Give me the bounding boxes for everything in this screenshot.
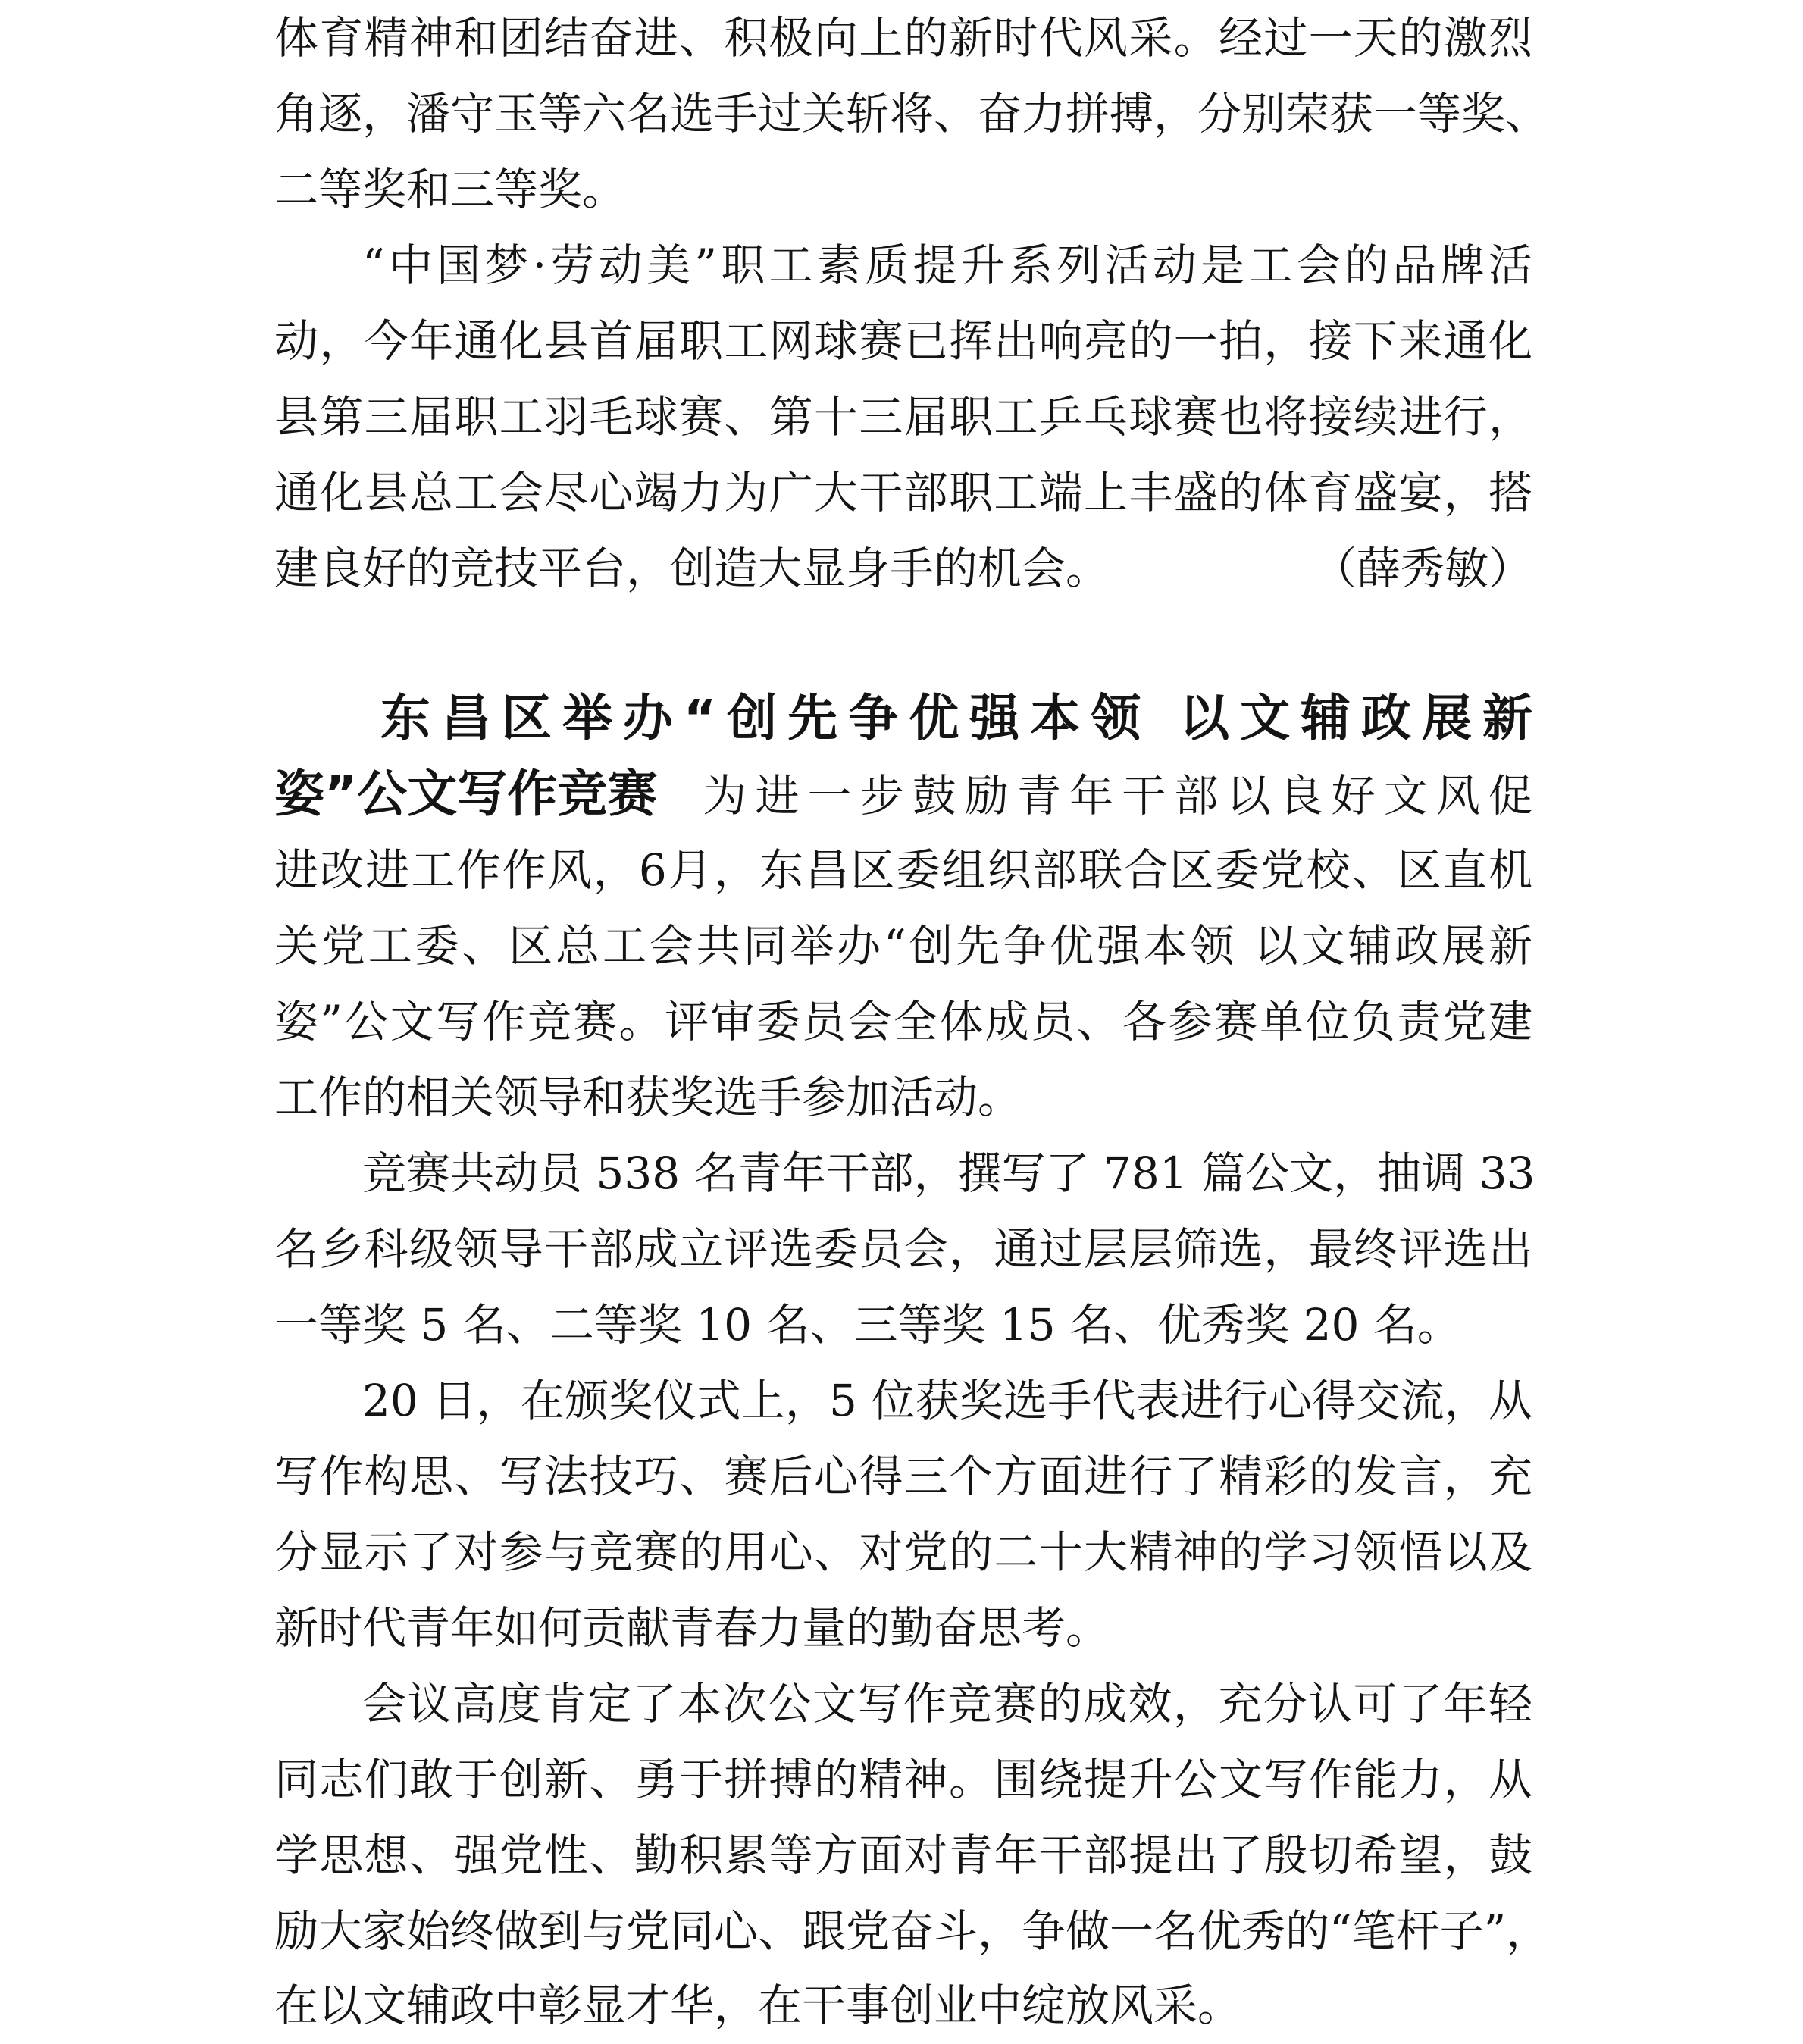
paragraph-line: “中国梦·劳动美”职工素质提升系列活动是工会的品牌活 [362, 239, 1532, 291]
paragraph-line: 动，今年通化县首届职工网球赛已挥出响亮的一拍，接下来通化 [274, 315, 1532, 367]
paragraph-line: 在以文辅政中彰显才华，在干事创业中绽放风采。 [274, 1980, 1242, 2031]
paragraph-line: 二等奖和三等奖。 [274, 164, 627, 215]
paragraph-line: 一等奖 5 名、二等奖 10 名、三等奖 15 名、优秀奖 20 名。 [274, 1299, 1461, 1351]
paragraph-line: 分显示了对参与竞赛的用心、对党的二十大精神的学习领悟以及 [274, 1526, 1532, 1578]
article-title-continued: 姿”公文写作竞赛 [274, 765, 658, 823]
paragraph-line: 会议高度肯定了本次公文写作竞赛的成效，充分认可了年轻 [362, 1678, 1532, 1729]
paragraph-line: 竞赛共动员 538 名青年干部，撰写了 781 篇公文，抽调 33 [362, 1147, 1535, 1199]
paragraph-end-text: 建良好的竞技平台，创造大显身手的机会。 [274, 543, 1110, 594]
paragraph-line: 新时代青年如何贡献青春力量的勤奋思考。 [274, 1602, 1110, 1654]
paragraph-line: 进改进工作作风，6月，东昌区委组织部联合区委党校、区直机 [274, 844, 1532, 896]
lead-paragraph-start: 为进一步鼓励青年干部以良好文风促 [703, 770, 1532, 822]
article-title: 东昌区举办“创先争优强本领 以文辅政展新 [380, 689, 1532, 747]
paragraph-line: 励大家始终做到与党同心、跟党奋斗，争做一名优秀的“笔杆子”， [274, 1905, 1551, 1957]
paragraph-line [274, 531, 1532, 606]
paragraph-line: 工作的相关领导和获奖选手参加活动。 [274, 1072, 1022, 1123]
paragraph-line: 县第三届职工羽毛球赛、第十三届职工乒乓球赛也将接续进行， [274, 391, 1532, 443]
paragraph-line: 名乡科级领导干部成立评选委员会，通过层层筛选，最终评选出 [274, 1223, 1532, 1275]
paragraph-line: 关党工委、区总工会共同举办“创先争优强本领 以文辅政展新 [274, 920, 1532, 972]
paragraph-line: 同志们敢于创新、勇于拼搏的精神。围绕提升公文写作能力，从 [274, 1754, 1532, 1805]
author-byline: （薛秀敏） [1312, 543, 1532, 594]
title-and-lead-line [274, 756, 1532, 832]
paragraph-line: 体育精神和团结奋进、积极向上的新时代风采。经过一天的激烈 [274, 12, 1532, 64]
paragraph-line: 角逐，潘守玉等六名选手过关斩将、奋力拼搏，分别荣获一等奖、 [274, 88, 1550, 139]
paragraph-line: 20 日，在颁奖仪式上，5 位获奖选手代表进行心得交流，从 [362, 1375, 1532, 1426]
paragraph-line: 通化县总工会尽心竭力为广大干部职工端上丰盛的体育盛宴，搭 [274, 467, 1532, 518]
paragraph-line: 写作构思、写法技巧、赛后心得三个方面进行了精彩的发言，充 [274, 1451, 1532, 1502]
paragraph-line: 姿”公文写作竞赛。评审委员会全体成员、各参赛单位负责党建 [274, 996, 1532, 1047]
paragraph-line: 学思想、强党性、勤积累等方面对青年干部提出了殷切希望，鼓 [274, 1830, 1532, 1881]
